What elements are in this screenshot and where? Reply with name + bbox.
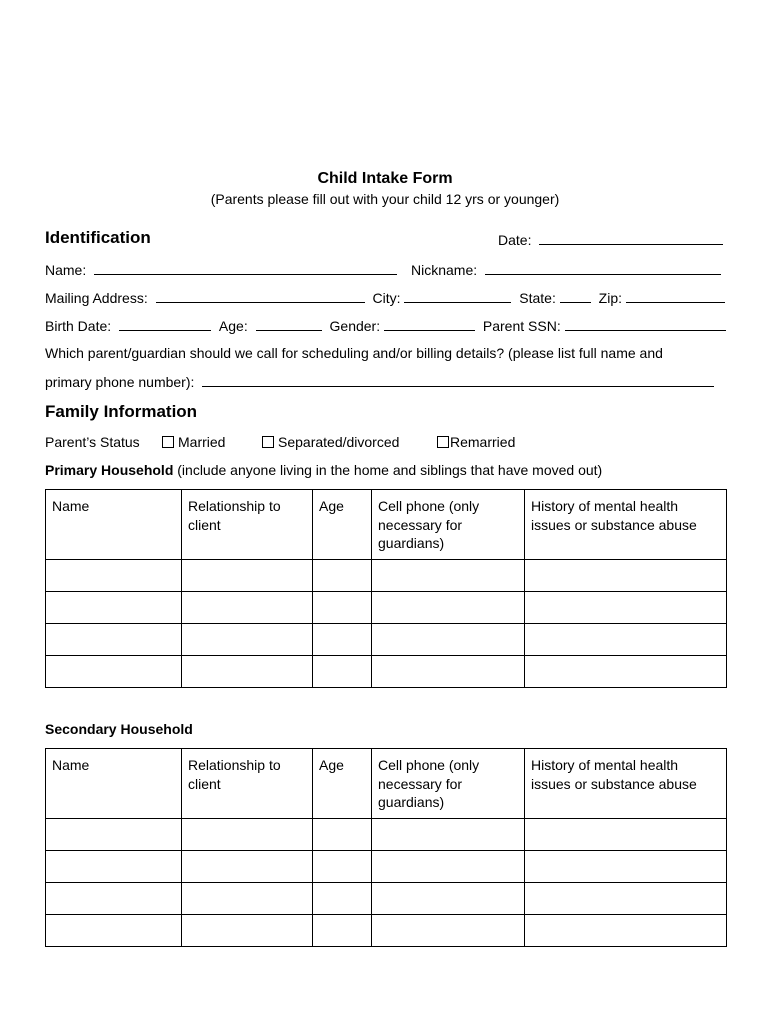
col-age: Age	[313, 749, 372, 819]
married-checkbox[interactable]	[162, 436, 174, 448]
table-cell[interactable]	[372, 559, 525, 591]
table-cell[interactable]	[182, 850, 313, 882]
table-cell[interactable]	[46, 882, 182, 914]
name-field[interactable]	[94, 261, 397, 275]
zip-label: Zip:	[598, 290, 622, 306]
table-cell[interactable]	[313, 655, 372, 687]
secondary-household-title: Secondary Household	[45, 721, 193, 737]
contact-field[interactable]	[202, 373, 714, 387]
name-row	[45, 261, 721, 278]
col-name: Name	[46, 490, 182, 560]
table-cell[interactable]	[46, 850, 182, 882]
table-row	[46, 818, 727, 850]
table-row	[46, 623, 727, 655]
gender-field[interactable]	[384, 317, 475, 331]
table-cell[interactable]	[182, 591, 313, 623]
table-row	[46, 591, 727, 623]
zip-field[interactable]	[626, 289, 725, 303]
table-cell[interactable]	[525, 559, 727, 591]
table-row	[46, 559, 727, 591]
table-row	[46, 655, 727, 687]
primary-household-label	[45, 462, 602, 478]
address-row	[45, 289, 725, 306]
table-cell[interactable]	[313, 623, 372, 655]
col-history: History of mental health issues or substance abuse	[525, 749, 727, 819]
table-row	[46, 914, 727, 946]
nickname-label: Nickname:	[411, 262, 478, 278]
form-subtitle: (Parents please fill out with your child 12 yrs or younger)	[210, 191, 560, 207]
col-name: Name	[46, 749, 182, 819]
table-cell[interactable]	[372, 882, 525, 914]
table-cell[interactable]	[46, 655, 182, 687]
mailing-address-label: Mailing Address:	[45, 290, 148, 306]
primary-household-table	[45, 489, 727, 688]
option-remarried[interactable]	[437, 434, 515, 450]
table-cell[interactable]	[313, 914, 372, 946]
table-cell[interactable]	[372, 850, 525, 882]
parent-ssn-field[interactable]	[565, 317, 726, 331]
date-field[interactable]	[539, 231, 723, 245]
col-relationship: Relationship to client	[182, 490, 313, 560]
date-row	[498, 231, 723, 248]
table-cell[interactable]	[46, 591, 182, 623]
table-cell[interactable]	[182, 882, 313, 914]
table-cell[interactable]	[525, 850, 727, 882]
secondary-household-table	[45, 748, 727, 947]
table-cell[interactable]	[372, 591, 525, 623]
col-age: Age	[313, 490, 372, 560]
table-cell[interactable]	[313, 882, 372, 914]
city-label: City:	[372, 290, 401, 306]
primary-household-title: Primary Household	[45, 462, 174, 478]
city-field[interactable]	[404, 289, 511, 303]
col-relationship: Relationship to client	[182, 749, 313, 819]
table-cell[interactable]	[525, 882, 727, 914]
col-cell-phone: Cell phone (only necessary for guardians)	[372, 490, 525, 560]
table-header-row	[46, 749, 727, 819]
separated-label: Separated/divorced	[278, 434, 400, 450]
parent-status-label: Parent’s Status	[45, 434, 140, 450]
contact-question-cont: primary phone number):	[45, 374, 195, 390]
col-cell-phone: Cell phone (only necessary for guardians)	[372, 749, 525, 819]
table-cell[interactable]	[525, 655, 727, 687]
age-field[interactable]	[256, 317, 322, 331]
table-cell[interactable]	[182, 655, 313, 687]
table-cell[interactable]	[182, 559, 313, 591]
option-married[interactable]	[162, 434, 225, 450]
table-cell[interactable]	[525, 818, 727, 850]
table-cell[interactable]	[46, 914, 182, 946]
table-cell[interactable]	[372, 623, 525, 655]
nickname-field[interactable]	[485, 261, 721, 275]
col-history: History of mental health issues or substance abuse	[525, 490, 727, 560]
table-cell[interactable]	[46, 559, 182, 591]
table-cell[interactable]	[372, 655, 525, 687]
married-label: Married	[178, 434, 226, 450]
table-cell[interactable]	[313, 818, 372, 850]
table-cell[interactable]	[182, 623, 313, 655]
table-header-row	[46, 490, 727, 560]
table-cell[interactable]	[372, 818, 525, 850]
state-field[interactable]	[560, 289, 591, 303]
separated-checkbox[interactable]	[262, 436, 274, 448]
table-cell[interactable]	[182, 818, 313, 850]
age-label: Age:	[218, 318, 248, 334]
gender-label: Gender:	[329, 318, 381, 334]
table-row	[46, 882, 727, 914]
primary-household-note: (include anyone living in the home and siblings that have moved out)	[173, 462, 603, 478]
contact-row	[45, 373, 714, 390]
table-cell[interactable]	[372, 914, 525, 946]
table-cell[interactable]	[46, 623, 182, 655]
birth-row	[45, 317, 726, 334]
table-cell[interactable]	[182, 914, 313, 946]
table-cell[interactable]	[313, 850, 372, 882]
remarried-checkbox[interactable]	[437, 436, 449, 448]
parent-ssn-label: Parent SSN:	[482, 318, 561, 334]
state-label: State:	[519, 290, 556, 306]
table-cell[interactable]	[525, 623, 727, 655]
identification-heading: Identification	[45, 228, 151, 247]
birth-date-field[interactable]	[119, 317, 211, 331]
name-label: Name:	[45, 262, 87, 278]
date-label: Date:	[498, 232, 532, 248]
option-separated[interactable]	[262, 434, 399, 450]
secondary-household-label	[45, 721, 193, 737]
table-cell[interactable]	[46, 818, 182, 850]
birth-date-label: Birth Date:	[45, 318, 112, 334]
contact-question: Which parent/guardian should we call for scheduling and/or billing details? (please list full name and	[45, 345, 663, 361]
mailing-address-field[interactable]	[156, 289, 365, 303]
remarried-label: Remarried	[450, 434, 516, 450]
table-cell[interactable]	[313, 591, 372, 623]
table-cell[interactable]	[525, 914, 727, 946]
form-title: Child Intake Form	[317, 170, 453, 187]
table-row	[46, 850, 727, 882]
table-cell[interactable]	[313, 559, 372, 591]
table-cell[interactable]	[525, 591, 727, 623]
family-heading: Family Information	[45, 402, 198, 421]
